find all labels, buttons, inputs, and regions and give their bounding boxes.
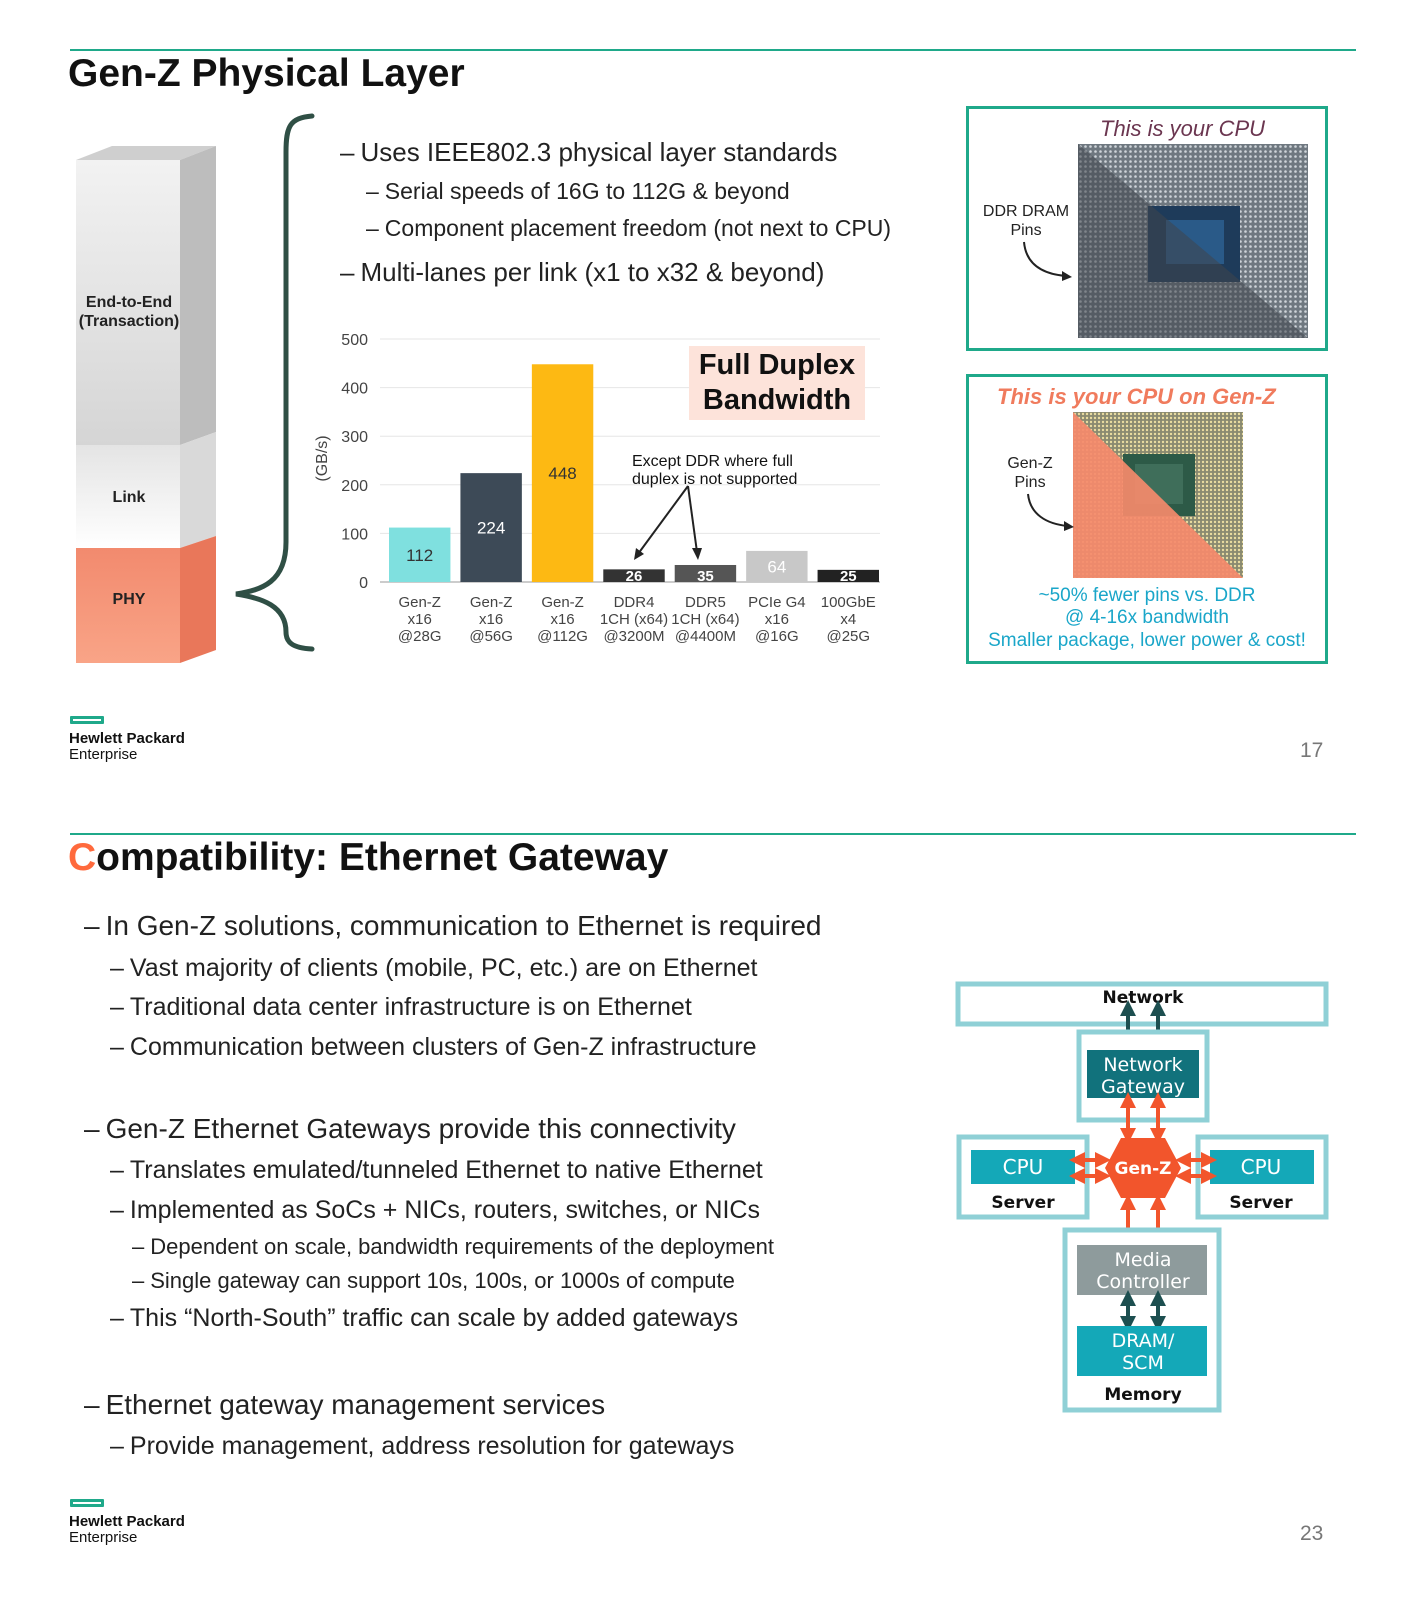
x-tick-label: x16 — [764, 611, 789, 628]
x-tick-label: x16 — [550, 611, 575, 628]
bar-value-label: 448 — [548, 464, 577, 484]
slide2-bullet-b1: – Translates emulated/tunneled Ethernet to native Ethernet — [110, 1156, 763, 1184]
genz-note-line-1: ~50% fewer pins vs. DDR — [1038, 585, 1256, 606]
x-tick-label: DDR4 — [613, 594, 655, 611]
bar-value-label: 64 — [767, 557, 787, 577]
bar-value-label: 224 — [476, 518, 506, 538]
x-tick-label: PCIe G4 — [748, 594, 806, 611]
x-tick-label: 1CH (x64) — [671, 611, 740, 628]
slide2-bullet-a2: – Traditional data center infrastructure is on Ethernet — [110, 993, 692, 1021]
slide1-page-number: 17 — [1300, 739, 1324, 762]
media-controller-label-2: Controller — [1096, 1271, 1190, 1293]
y-axis-label: (GB/s) — [314, 435, 331, 482]
slide2-bullet-a1: – Vast majority of clients (mobile, PC, etc.) are on Ethernet — [110, 954, 758, 982]
hpe-logo-text: Hewlett Packard Enterprise — [69, 730, 185, 763]
slide1-subbullet-2: – Component placement freedom (not next to CPU) — [366, 215, 892, 241]
dram-label-1: DRAM/ — [1111, 1330, 1175, 1352]
slide2-bullet-b2a: – Dependent on scale, bandwidth requirements of the deployment — [132, 1234, 774, 1259]
genz-pins-label: Gen-Z Pins — [1007, 455, 1053, 491]
y-tick-label: 300 — [341, 429, 368, 447]
y-tick-label: 200 — [341, 477, 368, 495]
y-tick-label: 500 — [341, 332, 368, 349]
left-cpu-label: CPU — [1002, 1155, 1044, 1179]
slide2-page-number: 23 — [1300, 1522, 1324, 1545]
x-tick-label: @56G — [469, 628, 513, 645]
ddr-pins-arrow — [1018, 240, 1078, 284]
genz-note-line-2: @ 4-16x bandwidth — [1065, 607, 1229, 628]
ddr-annotation-arrows — [620, 480, 730, 570]
slide1-bullet-2: – Multi-lanes per link (x1 to x32 & beyond) — [340, 257, 825, 287]
slide2-top-rule — [70, 833, 1356, 835]
x-tick-label: @28G — [397, 628, 442, 645]
tower-side-top — [180, 146, 216, 445]
media-controller-label-1: Media — [1114, 1249, 1172, 1271]
x-tick-label: 100GbE — [820, 594, 876, 611]
genz-label: Gen-Z — [1114, 1159, 1172, 1179]
x-tick-label: @4400M — [674, 628, 736, 645]
slide2-bullet-b2: – Implemented as SoCs + NICs, routers, switches, or NICs — [110, 1196, 760, 1224]
slide2-bullet-b2b: – Single gateway can support 10s, 100s, or 1000s of compute — [132, 1268, 735, 1293]
slide1-bullet-1: – Uses IEEE802.3 physical layer standards — [340, 137, 838, 167]
slide2-bullet-a: – In Gen-Z solutions, communication to Ethernet is required — [84, 910, 822, 941]
y-tick-label: 400 — [341, 380, 368, 398]
dram-label-2: SCM — [1122, 1352, 1164, 1374]
x-tick-label: x4 — [840, 611, 857, 628]
right-cpu-label: CPU — [1240, 1155, 1282, 1179]
bar-value-label: 112 — [406, 545, 434, 565]
x-tick-label: x16 — [407, 611, 432, 628]
cpu-ddr-image — [1078, 144, 1308, 338]
hpe-logo-text-2: Hewlett Packard Enterprise — [69, 1513, 185, 1546]
hpe-logo-mark — [70, 716, 104, 724]
hpe-logo-mark-2 — [70, 1499, 104, 1507]
ddr-annotation: Except DDR where full duplex is not supported — [632, 453, 798, 488]
slide2-bullet-b3: – This “North-South” traffic can scale by added gateways — [110, 1304, 739, 1332]
network-label: Network — [1102, 988, 1184, 1008]
left-server-label: Server — [991, 1193, 1055, 1213]
tower-label-transaction: End-to-End (Transaction) — [78, 294, 180, 330]
cpu-genz-image — [1073, 412, 1243, 578]
tower-label-link: Link — [112, 489, 146, 506]
x-tick-label: DDR5 — [685, 594, 726, 611]
slide2-bullet-c: – Ethernet gateway management services — [84, 1389, 606, 1420]
x-tick-label: Gen-Z — [469, 594, 513, 611]
slide1-title: Gen-Z Physical Layer — [68, 52, 465, 95]
slide2-title: Compatibility: Ethernet Gateway — [68, 836, 669, 879]
ddr-pins-label: DDR DRAM Pins — [982, 203, 1070, 239]
right-server-label: Server — [1229, 1193, 1293, 1213]
tower-side-bot — [180, 536, 216, 663]
full-duplex-callout-text: Full Duplex Bandwidth — [698, 349, 856, 416]
ethernet-gateway-diagram — [955, 980, 1330, 1415]
x-tick-label: Gen-Z — [541, 594, 584, 611]
x-tick-label: 1CH (x64) — [599, 611, 669, 628]
slide1-subbullet-1: – Serial speeds of 16G to 112G & beyond — [366, 178, 790, 204]
bar-value-label: 26 — [625, 568, 643, 585]
genz-cpu-box-caption: This is your CPU on Gen-Z — [997, 384, 1276, 409]
x-tick-label: @112G — [537, 628, 588, 645]
genz-pins-arrow — [1020, 492, 1080, 536]
x-tick-label: Gen-Z — [398, 594, 441, 611]
slide2-bullet-a3: – Communication between clusters of Gen-Z infrastructure — [110, 1033, 757, 1061]
x-tick-label: @3200M — [603, 628, 665, 645]
tower-side-mid — [180, 432, 216, 548]
y-tick-label: 0 — [359, 575, 368, 592]
memory-label: Memory — [1104, 1385, 1182, 1405]
slide2-bullet-b: – Gen-Z Ethernet Gateways provide this connectivity — [84, 1113, 736, 1144]
genz-note-line-3: Smaller package, lower power & cost! — [988, 630, 1306, 651]
x-tick-label: @16G — [755, 628, 799, 645]
bar-value-label: 35 — [697, 568, 714, 585]
x-tick-label: x16 — [479, 611, 504, 628]
gateway-label-1: Network — [1103, 1054, 1183, 1076]
cpu-box-caption: This is your CPU — [1100, 116, 1266, 141]
y-tick-label: 100 — [341, 526, 368, 544]
bar-value-label: 25 — [839, 568, 857, 585]
slide2-bullet-c1: – Provide management, address resolution for gateways — [110, 1432, 735, 1460]
tower-label-phy: PHY — [112, 591, 146, 608]
x-tick-label: @25G — [826, 628, 871, 645]
gateway-label-2: Gateway — [1101, 1076, 1185, 1098]
slide1-top-rule — [70, 49, 1356, 51]
